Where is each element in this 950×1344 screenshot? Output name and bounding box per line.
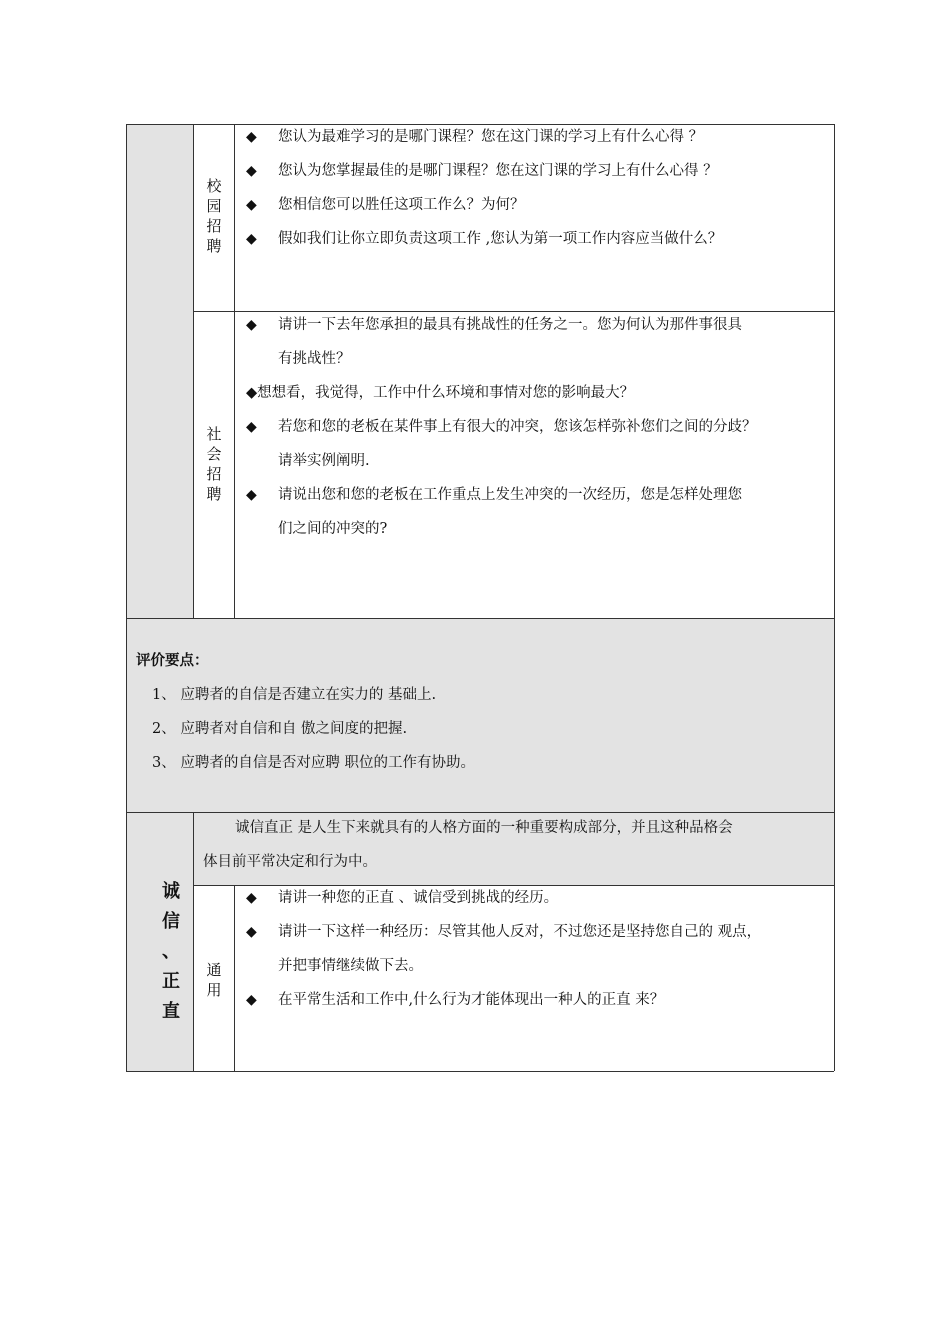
list-item: ◆ 请讲一下这样一种经历：尽管其他人反对，不过您还是坚持您自己的 观点， — [246, 915, 761, 949]
list-item: ◆ 请讲一种您的正直 、诚信受到挑战的经历。 — [246, 881, 761, 915]
diamond-bullet-icon: ◆ — [246, 924, 257, 940]
table-border-right — [834, 124, 835, 618]
row-divider — [126, 618, 834, 619]
table-border-left — [126, 812, 127, 1071]
social-question-list: ◆ 请讲一下去年您承担的最具有挑战性的任务之一。您为何认为那件事很具 有挑战性？ ◆想想看，我觉得，工作中什么环境和事情对您的影响最大？ ◆ 若您和您的老板在某件事上有很大的冲突，您该怎样弥补您们之间的分歧？ 请举实例阐明. ◆ 请说出您和您的老板在工作重点上发生冲突的一次经历，您是怎样处理您 们之间的冲突的? — [246, 308, 757, 546]
diamond-bullet-icon: ◆ — [246, 992, 257, 1008]
list-item: ◆ 您相信您可以胜任这项工作么？为何？ — [246, 188, 722, 222]
diamond-bullet-icon: ◆ — [246, 419, 257, 435]
diamond-bullet-icon: ◆ — [246, 197, 257, 213]
evaluation-heading: 评价要点： — [136, 652, 209, 669]
table-border-left — [126, 124, 127, 618]
list-item: 1、 应聘者的自信是否建立在实力的 基础上. — [152, 687, 437, 703]
table-border-left — [126, 618, 127, 812]
diamond-bullet-icon: ◆ — [246, 317, 257, 333]
list-item: ◆ 您认为您掌握最佳的是哪门课程？您在这门课的学习上有什么心得 ？ — [246, 154, 722, 188]
list-item: ◆ 请讲一下去年您承担的最具有挑战性的任务之一。您为何认为那件事很具 — [246, 308, 757, 342]
integrity-label: 诚 信 、 正 直 — [162, 881, 180, 1022]
column-divider — [193, 124, 194, 618]
general-question-list: ◆ 请讲一种您的正直 、诚信受到挑战的经历。 ◆ 请讲一下这样一种经历：尽管其他人反对，不过您还是坚持您自己的 观点， 并把事情继续做下去。 ◆ 在平常生活和工作中,什么行为才能体现出一种人的正直 来？ — [246, 881, 761, 1017]
list-item: ◆ 请说出您和您的老板在工作重点上发生冲突的一次经历，您是怎样处理您 — [246, 478, 757, 512]
campus-question-list — [246, 120, 722, 256]
diamond-bullet-icon: ◆ — [246, 890, 257, 906]
social-recruitment-label: 社 会 招 聘 — [206, 425, 222, 503]
table-border-bottom — [126, 1071, 834, 1072]
integrity-description: 诚信直正 是人生下来就具有的人格方面的一种重要构成部分，并且这种品格会 体目前平常决定和行为中。 — [203, 820, 733, 870]
list-item: ◆ 您认为最难学习的是哪门课程？您在这门课的学习上有什么心得 ？ — [246, 120, 722, 154]
diamond-bullet-icon: ◆ — [246, 231, 257, 247]
diamond-bullet-icon: ◆ — [246, 163, 257, 179]
list-item: ◆ 假如我们让你立即负责这项工作 ,您认为第一项工作内容应当做什么？ — [246, 222, 722, 256]
list-item: ◆ 在平常生活和工作中,什么行为才能体现出一种人的正直 来？ — [246, 983, 761, 1017]
list-item: 2、 应聘者对自信和自 傲之间度的把握. — [152, 721, 408, 737]
diamond-bullet-icon: ◆ — [246, 129, 257, 145]
list-item: ◆ 若您和您的老板在某件事上有很大的冲突，您该怎样弥补您们之间的分歧？ — [246, 410, 757, 444]
evaluation-points — [136, 644, 475, 780]
table-border-right — [834, 618, 835, 812]
column-divider — [234, 885, 235, 1071]
interview-question-table — [126, 124, 834, 1071]
diamond-bullet-icon: ◆ — [246, 487, 257, 503]
left-category-column — [126, 124, 193, 618]
general-label: 通 用 — [206, 961, 222, 999]
list-item: ◆想想看，我觉得，工作中什么环境和事情对您的影响最大？ — [246, 385, 635, 401]
column-divider — [193, 812, 194, 1071]
campus-recruitment-label: 校 园 招 聘 — [206, 177, 222, 255]
column-divider — [234, 124, 235, 618]
list-item: 3、 应聘者的自信是否对应聘 职位的工作有协助。 — [152, 755, 475, 771]
table-border-right — [834, 812, 835, 1071]
